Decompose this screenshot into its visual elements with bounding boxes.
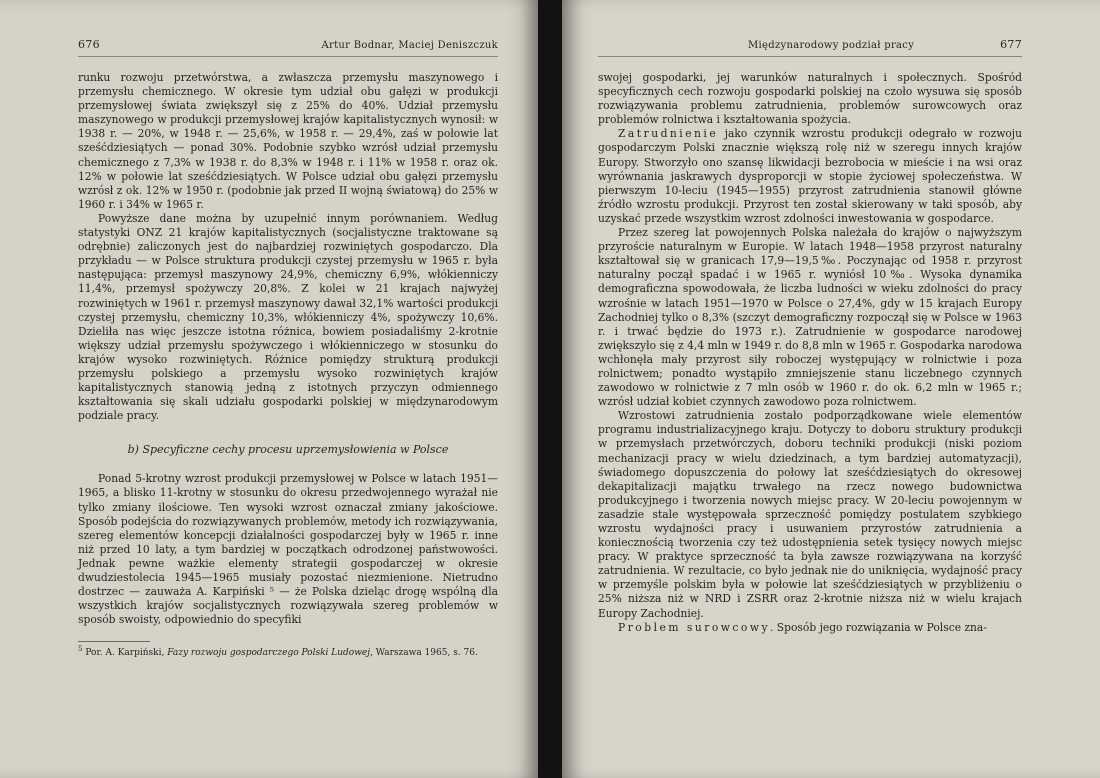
right-paragraph-5	[598, 621, 1022, 635]
right-paragraph-1: swojej gospodarki, jej warunków naturalnych i społecznych. Spośród specyficznych cech rozwoju gospodarki polskiej na czoło wysuwa się sposób rozwiązywania problemu zatrudnienia, problemów surowcowych oraz problemów rolnictwa i kształtowania spożycia.	[598, 71, 1022, 127]
spaced-term-problem-surowcowy: Problem surowcowy	[618, 620, 771, 634]
right-paragraph-4: Wzrostowi zatrudnienia zostało podporządkowane wiele elementów programu industrializacyjnego kraju. Dotyczy to doboru struktury produkcji w przemysłach przetwórczych, doboru techniki produkcji (niski poziom mechanizacji pracy w wielu dziedzinach, a tym bardziej automatyzacji), świadomego dopuszczenia do połowy lat sześćdziesiątych do okresowej dekapitalizacji majątku trwałego na rzecz nowego budownictwa produkcyjnego i tworzenia nowych miejsc pracy. W 20-leciu powojennym w zasadzie stale występowała sprzeczność pomiędzy postulatem szybkiego wzrostu wydajności pracy i usuwaniem przyrostów zatrudnienia a koniecznością tworzenia czy też udostępnienia setek tysięcy nowych miejsc pracy. W praktyce sprzeczność ta była zawsze rozwiązywana na korzyść zatrudnienia. W rezultacie, co było jednak nie do uniknięcia, wydajność pracy w przemyśle polskim była w połowie lat sześćdziesiątych w przybliżeniu o 25% niższa niż w NRD i ZSRR oraz 2-krotnie niższa niż w wielu krajach Europy Zachodniej.	[598, 409, 1022, 620]
left-running-head: Artur Bodnar, Maciej Deniszczuk	[321, 40, 498, 51]
section-heading-text: b) Specyficzne cechy procesu uprzemysłowienia w Polsce	[127, 443, 449, 457]
right-page-number: 677	[1000, 38, 1022, 51]
section-heading	[78, 443, 498, 456]
right-paragraph-2	[598, 127, 1022, 226]
left-page-body	[78, 71, 498, 659]
left-page-number: 676	[78, 38, 100, 51]
right-paragraph-2-text: jako czynnik wzrostu produkcji odegrało w rozwoju gospodarczym Polski znacznie większą rolę niż w szeregu innych krajów Europy. Stworzyło ono szansę likwidacji bezrobocia w mieście i na wsi oraz wyrównania jaskrawych dysproporcji w stopie życiowej społeczeństwa. W pierwszym 10-leciu (1945—1955) przyrost zatrudnienia stanowił główne źródło wzrostu produkcji. Przyrost ten został skierowany w taki sposób, aby uzyskać przede wszystkim wzrost zdolności inwestowania w gospodarce.	[598, 127, 1022, 225]
left-paragraph-2: Powyższe dane można by uzupełnić innym porównaniem. Według statystyki ONZ 21 krajów kapitalistycznych (socjalistyczne traktowane są odrębnie) zaliczonych jest do najbardziej rozwiniętych gospodarczo. Dla przykładu — w Polsce struktura produkcji czystej przemysłu w 1965 r. była następująca: przemysł maszynowy 24,9%, chemiczny 6,9%, włókienniczy 11,4%, przemysł spożywczy 20,8%. Z kolei w 21 krajach najwyżej rozwiniętych w 1961 r. przemysł maszynowy dawał 32,1% wartości produkcji czystej przemysłu, chemiczny 10,3%, włókienniczy 4%, spożywczy 10,6%. Dzieliła nas więc jeszcze istotna różnica, bowiem posiadaliśmy 2-krotnie większy udział przemysłu spożywczego i włókienniczego w stosunku do krajów wysoko rozwiniętych. Różnice pomiędzy strukturą produkcji przemysłu polskiego a przemysłu wysoko rozwiniętych krajów kapitalistycznych stanowią jedną z istotnych przyczyn odmiennego kształtowania się skali udziału gospodarki polskiej w międzynarodowym podziale pracy.	[78, 211, 498, 423]
left-paragraph-1: runku rozwoju przetwórstwa, a zwłaszcza przemysłu maszynowego i przemysłu chemicznego. W okresie tym udział obu gałęzi w produkcji przemysłowej świata zwiększył się z 25% do 40%. Udział przemysłu maszynowego w produkcji przemysłowej krajów kapitalistycznych wynosił: w 1938 r. — 20%, w 1948 r. — 25,6%, w 1958 r. — 29,4%, zaś w połowie lat sześćdziesiątych — ponad 30%. Podobnie szybko wzrósł udział przemysłu chemicznego z 7,3% w 1938 r. do 8,3% w 1948 r. i 11% w 1958 r. oraz ok. 12% w połowie lat sześćdziesiątych. W Polsce udział obu gałęzi przemysłu wzrósł z ok. 12% w 1950 r. (podobnie jak przed II wojną światową) do 25% w 1960 r. i 34% w 1965 r.	[78, 71, 498, 211]
spaced-term-zatrudnienie: Zatrudnienie	[618, 127, 719, 141]
right-paragraph-3: Przez szereg lat powojennych Polska należała do krajów o najwyższym przyroście naturalnym w Europie. W latach 1948—1958 przyrost naturalny kształtował się w granicach 17,9—19,5‰. Poczynając od 1958 r. przyrost naturalny począł spadać i w 1965 r. wyniósł 10‰. Wysoka dynamika demograficzna spowodowała, że liczba ludności w wieku zdolności do pracy wzrośnie w latach 1951—1970 w Polsce o 27,4%, gdy w 15 krajach Europy Zachodniej tylko o 8,3% (szczyt demograficzny rozpoczął się w Polsce w 1963 r. i trwać będzie do 1973 r.). Zatrudnienie w gospodarce narodowej zwiększyło się z 4,4 mln w 1949 r. do 8,8 mln w 1965 r. Gospodarka narodowa wchłonęła mały przyrost siły roboczej występujący w rolnictwie i poza rolnictwem; ponadto wystąpiło zmniejszenie stanu liczebnego czynnych zawodowo w rolnictwie z 7 mln osób w 1960 r. do ok. 6,2 mln w 1965 r.; wzrósł udział kobiet czynnych zawodowo poza rolnictwem.	[598, 226, 1022, 409]
left-page-header	[78, 38, 498, 57]
footnote-title: Fazy rozwoju gospodarczego Polski Ludowej	[167, 648, 371, 659]
left-page	[0, 0, 538, 778]
footnote-mark: 5	[78, 645, 83, 654]
footnote-suffix: , Warszawa 1965, s. 76.	[370, 648, 478, 659]
footnote-divider	[78, 641, 150, 642]
right-running-head: Międzynarodowy podział pracy	[748, 40, 915, 51]
footnote	[78, 647, 498, 659]
right-page-body	[598, 71, 1022, 635]
right-page	[562, 0, 1100, 778]
right-page-header	[598, 38, 1022, 57]
book-gutter	[538, 0, 562, 778]
left-paragraph-3: Ponad 5-krotny wzrost produkcji przemysłowej w Polsce w latach 1951—1965, a blisko 11-krotny w stosunku do okresu przedwojennego wyrażał nie tylko zmiany ilościowe. Ten wysoki wzrost oznaczał zmiany jakościowe. Sposób podejścia do rozwiązywanych problemów, metody ich rozwiązywania, szereg elementów koncepcji działalności gospodarczej były w 1965 r. inne niż przed 10 laty, a tym bardziej w początkach odrodzonej państwowości. Jednak pewne ważkie elementy strategii gospodarczej w okresie dwudziestolecia 1945—1965 musiały pozostać niezmienione. Nietrudno dostrzec — zauważa A. Karpiński ⁵ — że Polska dzieląc drogę wspólną dla wszystkich krajów socjalistycznych rozwiązywała szereg problemów w sposób swoisty, odpowiednio do specyfiki	[78, 472, 498, 627]
footnote-prefix: Por. A. Karpiński,	[82, 648, 168, 659]
right-paragraph-5-text: . Sposób jego rozwiązania w Polsce zna-	[770, 620, 987, 634]
